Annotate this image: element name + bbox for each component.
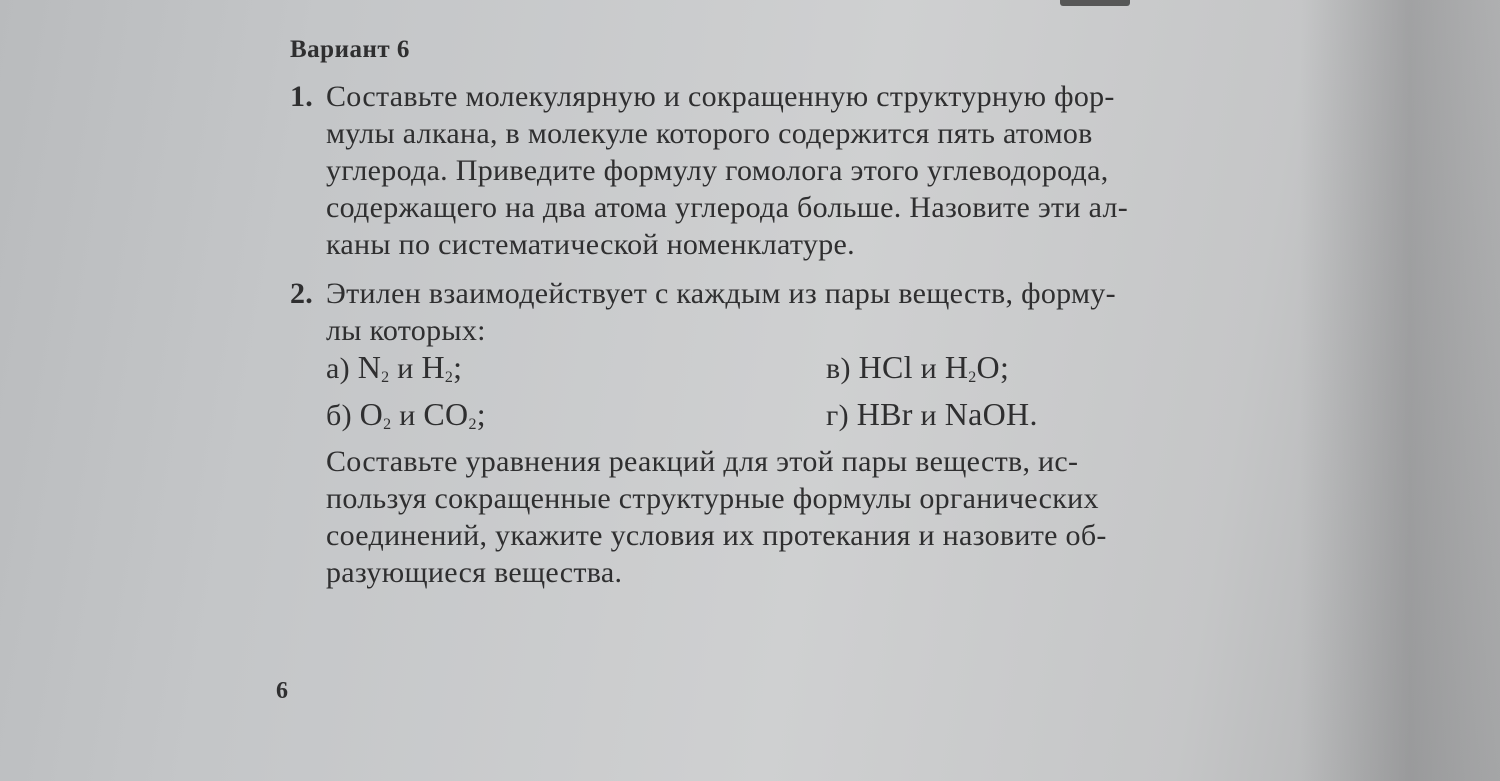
option-v — [826, 349, 1306, 396]
top-edge-mark — [1060, 0, 1130, 6]
task-text-line: Составьте уравнения реакций для этой пары веществ, ис- — [326, 445, 1079, 478]
task-text-line: разующиеся вещества. — [326, 556, 623, 589]
option-label: в) — [826, 352, 851, 385]
formula: $O_2$ — [359, 396, 392, 433]
option-b — [326, 396, 826, 443]
formula: $H_2O$; — [944, 349, 1010, 386]
conjunction: и — [920, 352, 937, 385]
page-shadow — [1300, 0, 1500, 781]
option-label: г) — [826, 399, 849, 432]
formula: $N_2$ — [357, 349, 390, 386]
formula: NaOH. — [944, 396, 1038, 432]
option-a — [326, 349, 826, 396]
task-text-line: соединений, укажите условия их протекания и назовите об- — [326, 519, 1107, 552]
task-text-line: пользуя сокращенные структурные формулы органических — [326, 482, 1099, 515]
task-2 — [290, 275, 1320, 591]
conjunction: и — [399, 399, 416, 432]
task-text-line: углерода. Приведите формулу гомолога этого углеводорода, — [326, 154, 1109, 187]
task-1 — [290, 78, 1320, 263]
task-text-line: Составьте молекулярную и сокращенную структурную фор- — [326, 80, 1115, 113]
option-label: а) — [326, 352, 350, 385]
task-text-line: мулы алкана, в молекуле которого содержится пять атомов — [326, 117, 1093, 150]
task-number: 2. — [290, 277, 314, 310]
task-number: 1. — [290, 80, 314, 113]
document-page — [290, 36, 1320, 603]
task-text-line: содержащего на два атома углерода больше. Назовите эти ал- — [326, 191, 1129, 224]
task-text-line: каны по систематической номенклатуре. — [326, 228, 855, 261]
conjunction: и — [397, 352, 414, 385]
formula: HBr — [856, 396, 913, 432]
option-label: б) — [326, 399, 352, 432]
option-g — [826, 396, 1306, 443]
variant-title: Вариант 6 — [290, 36, 410, 63]
formula: $H_2$; — [421, 349, 463, 386]
conjunction: и — [920, 399, 937, 432]
formula: $CO_2$; — [423, 396, 486, 433]
answer-options — [326, 349, 1320, 443]
task-text-line: Этилен взаимодействует с каждым из пары веществ, форму- — [326, 277, 1116, 310]
task-text-line: лы которых: — [326, 314, 486, 347]
formula: HCl — [858, 349, 913, 385]
page-number: 6 — [276, 678, 288, 704]
